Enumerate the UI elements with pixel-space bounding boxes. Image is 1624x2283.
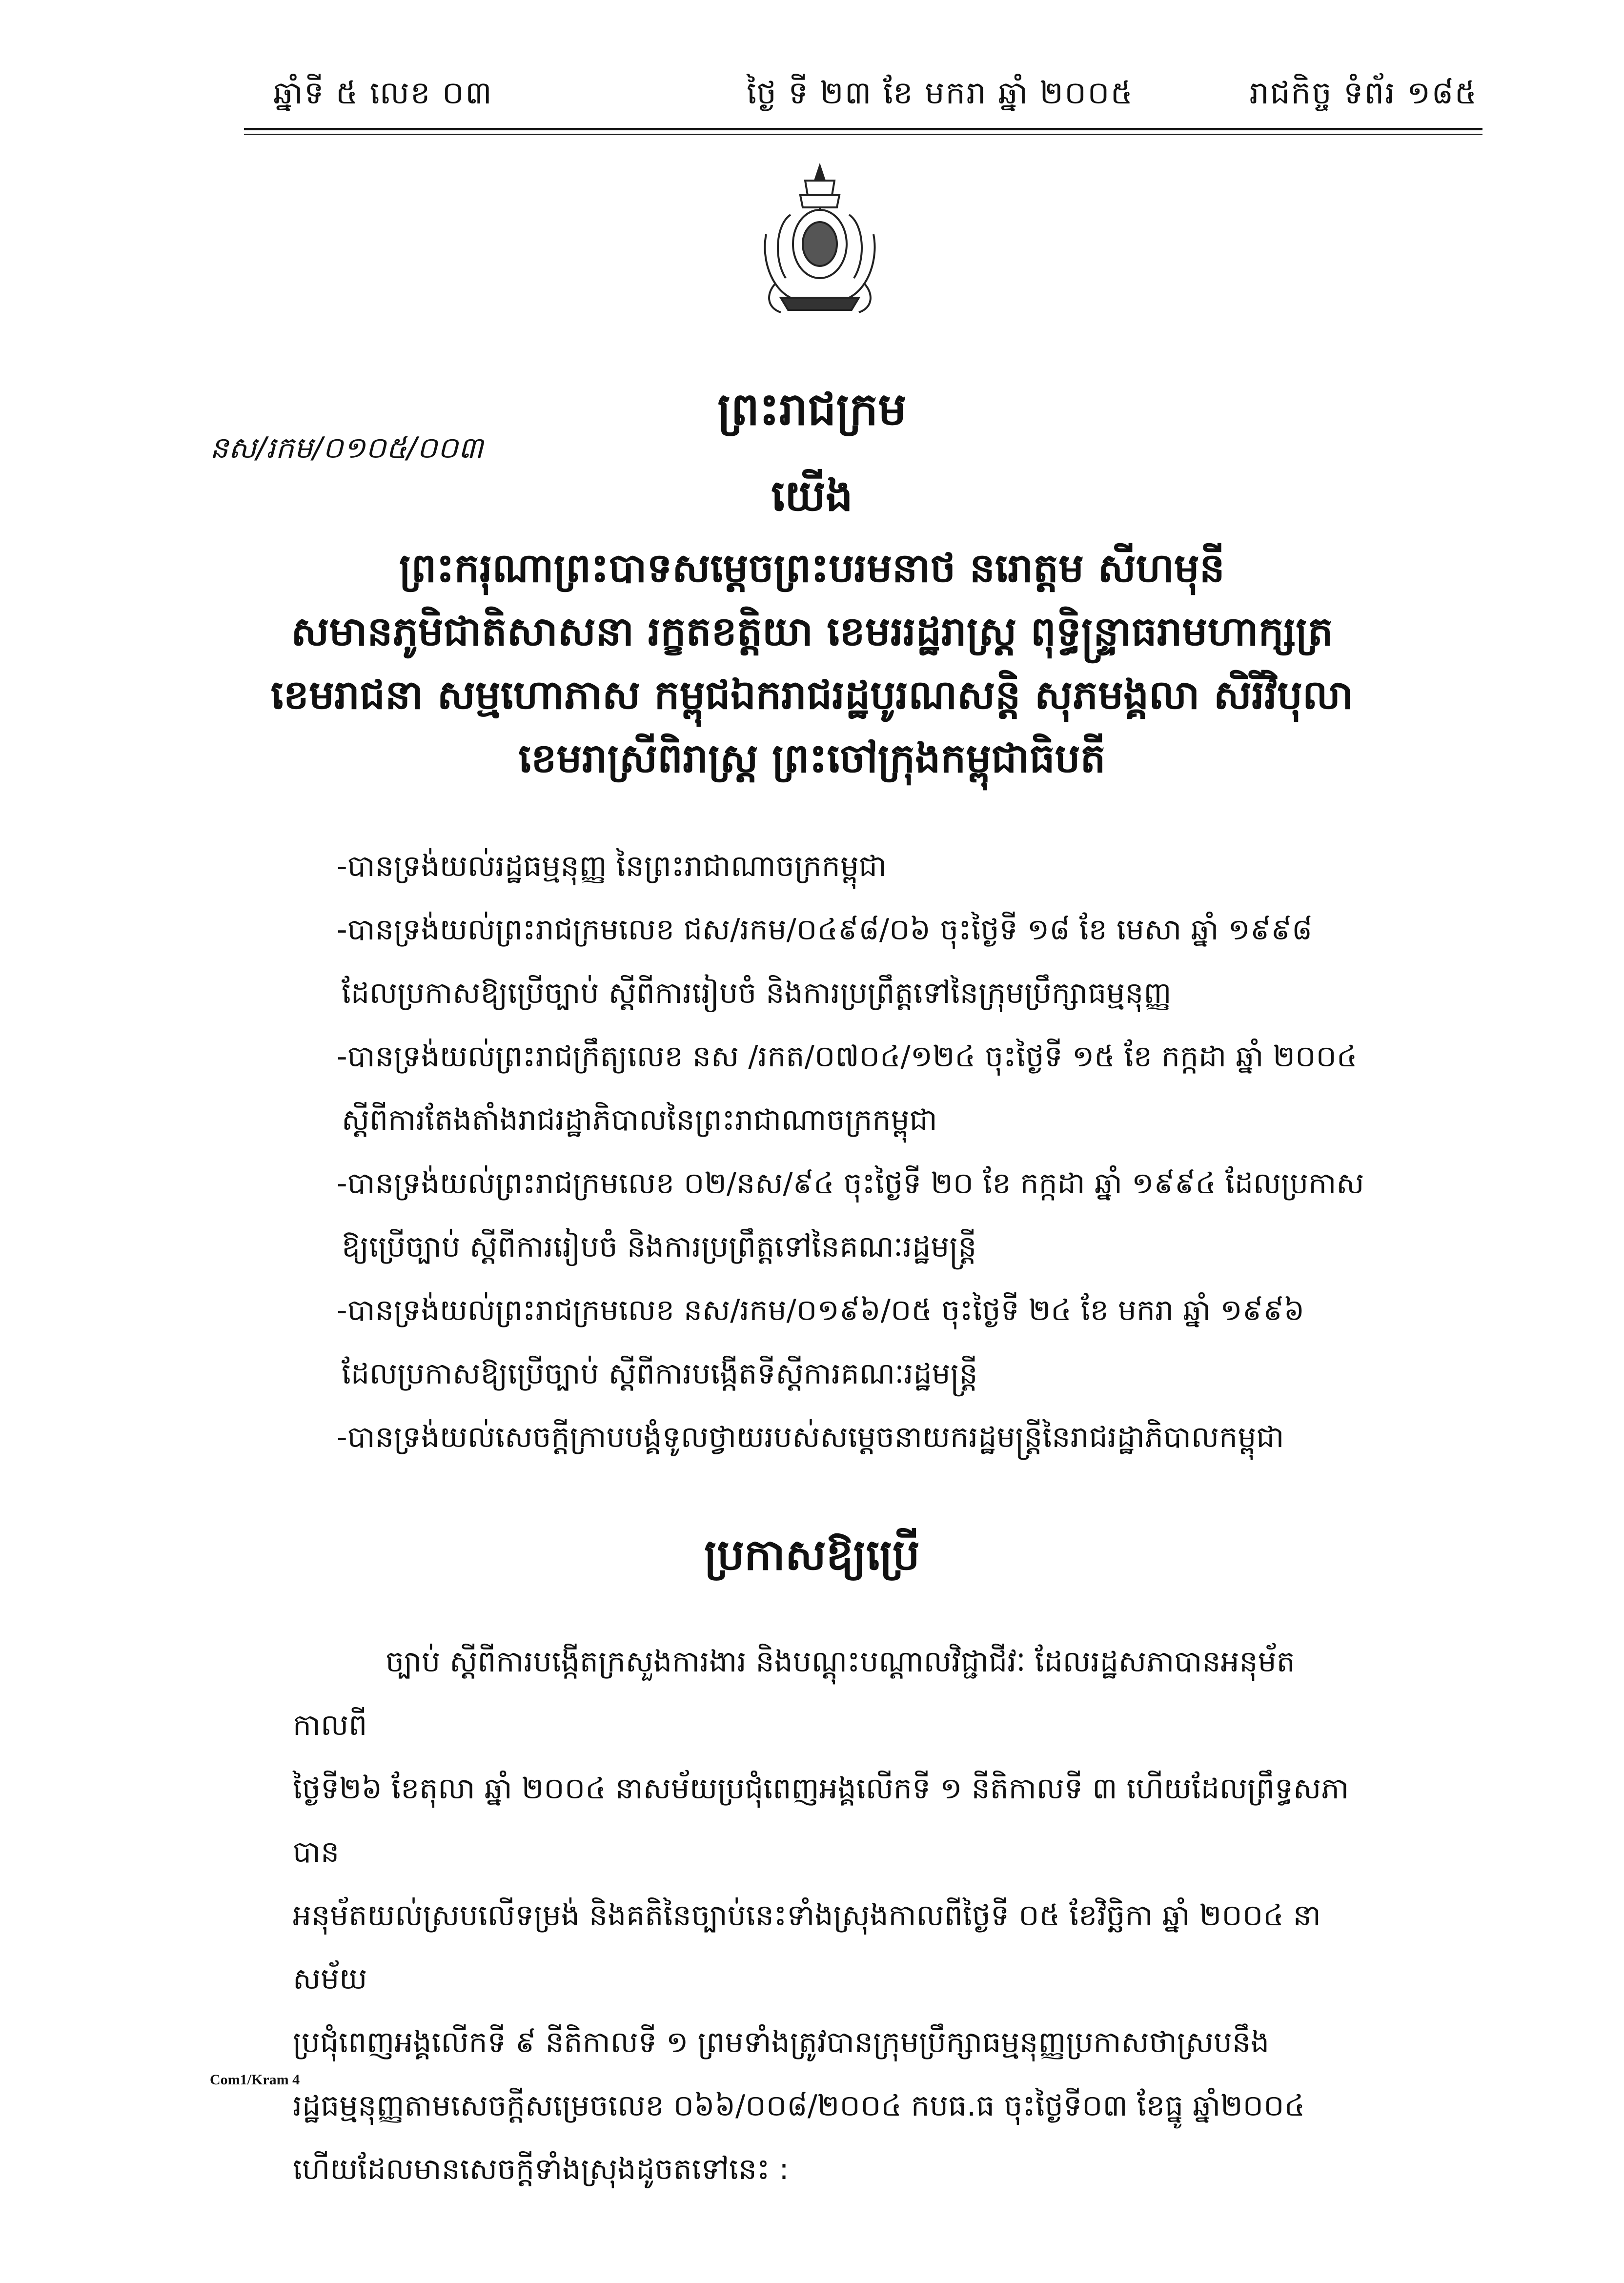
header-rule <box>244 128 1482 130</box>
king-title-block <box>0 537 1624 791</box>
body-line: ប្រជុំពេញអង្គលើកទី ៩ នីតិកាលទី ១ ព្រមទាំងត្រូវបានក្រុមប្រឹក្សាធម្មនុញ្ញប្រកាសថាស្របនឹង <box>293 2025 1270 2059</box>
king-title-line: ខេមរាជនា សម្មហោភាស កម្ពុជឯករាជរដ្ឋបូរណសន្តិ សុភមង្គលា សិរីវិបុលា <box>270 672 1354 718</box>
we-heading: យើង <box>771 470 853 521</box>
body-line: ច្បាប់ ស្តីពីការបង្កើតក្រសួងការងារ និងបណ្តុះបណ្តាលវិជ្ជាជីវៈ ដែលរដ្ឋសភាបានអនុម័តកាលពី <box>293 1645 1295 1742</box>
body-paragraph <box>293 1630 1366 2201</box>
king-title-line: ព្រះករុណាព្រះបាទសម្តេចព្រះបរមនាថ នរោត្តម សីហមុនី <box>399 545 1225 591</box>
body-line: អនុម័តយល់ស្របលើទម្រង់ និងគតិនៃច្បាប់នេះទាំងស្រុងកាលពីថ្ងៃទី ០៥ ខែវិច្ឆិកា ឆ្នាំ ២០០៤ នាសម័យ <box>293 1898 1321 1996</box>
body-line: រដ្ឋធម្មនុញ្ញតាមសេចក្តីសម្រេចលេខ ០៦៦/០០៨/២០០៤ កបធ.ធ ចុះថ្ងៃទី០៣ ខែធ្នូ ឆ្នាំ២០០៤ <box>293 2089 1305 2123</box>
body-line: ហើយដែលមានសេចក្តីទាំងស្រុងដូចតទៅនេះ : <box>293 2152 789 2186</box>
reference-line-continuation: ដែលប្រកាសឱ្យប្រើច្បាប់ ស្តីពីការបង្កើតទីស្តីការគណៈរដ្ឋមន្ត្រី <box>342 1357 978 1391</box>
reference-line-continuation: ដែលប្រកាសឱ្យប្រើច្បាប់ ស្តីពីការរៀបចំ និងការប្រព្រឹត្តទៅនៃក្រុមប្រឹក្សាធម្មនុញ្ញ <box>342 976 1172 1010</box>
legal-references-list <box>337 835 1410 1469</box>
royal-coat-of-arms-emblem <box>747 161 893 322</box>
reference-line-continuation: ឱ្យប្រើច្បាប់ ស្តីពីការរៀបចំ និងការប្រព្រឹត្តទៅនៃគណៈរដ្ឋមន្ត្រី <box>342 1230 977 1264</box>
reference-line-continuation: ស្តីពីការតែងតាំងរាជរដ្ឋាភិបាលនៃព្រះរាជាណាចក្រកម្ពុជា <box>342 1103 937 1137</box>
king-title-line: សមានភូមិជាតិសាសនា រក្ខតខត្តិយា ខេមររដ្ឋរាស្ត្រ ពុទ្ធិន្ទ្រាធរាមហាក្សត្រ <box>291 609 1333 655</box>
reference-line: -បានទ្រង់យល់សេចក្តីក្រាបបង្គំទូលថ្វាយរបស់សម្តេចនាយករដ្ឋមន្ត្រីនៃរាជរដ្ឋាភិបាលកម្ពុជា <box>337 1420 1284 1454</box>
reference-line: -បានទ្រង់យល់ព្រះរាជក្រមលេខ នស/រកម/០១៩៦/០៥ ចុះថ្ងៃទី ២៤ ខែ មករា ឆ្នាំ ១៩៩៦ <box>337 1293 1305 1327</box>
gazette-year-issue: ឆ្នាំទី ៥ លេខ ០៣ <box>273 75 493 111</box>
reference-item <box>337 898 1410 1025</box>
header-rule-thin <box>244 134 1482 135</box>
reference-line: -បានទ្រង់យល់ព្រះរាជក្រមលេខ ជស/រកម/០៤៩៨/០៦ ចុះថ្ងៃទី ១៨ ខែ មេសា ឆ្នាំ ១៩៩៨ <box>337 913 1313 947</box>
reference-line: -បានទ្រង់យល់ព្រះរាជក្រឹត្យលេខ នស /រកត/០៧០៤/១២៤ ចុះថ្ងៃទី ១៥ ខែ កក្កដា ឆ្នាំ ២០០៤ <box>337 1040 1358 1074</box>
gazette-date: ថ្ងៃ ទី ២៣ ខែ មករា ឆ្នាំ ២០០៥ <box>747 75 1134 111</box>
reference-item <box>337 1406 1410 1469</box>
reference-item <box>337 1025 1410 1152</box>
reference-line: -បានទ្រង់យល់រដ្ឋធម្មនុញ្ញ នៃព្រះរាជាណាចក្រកម្ពុជា <box>337 849 887 883</box>
king-title-line: ខេមរាស្រីពិរាស្ត្រ ព្រះចៅក្រុងកម្ពុជាធិបតី <box>518 735 1106 782</box>
footer-code: Com1/Kram 4 <box>210 2072 300 2088</box>
body-line: ថ្ងៃទី២៦ ខែតុលា ឆ្នាំ ២០០៤ នាសម័យប្រជុំពេញអង្គលើកទី ១ នីតិកាលទី ៣ ហើយដែលព្រឹទ្ធសភាបាន <box>293 1772 1349 1869</box>
document-title: ព្រះរាជក្រម <box>717 383 907 435</box>
reference-line: -បានទ្រង់យល់ព្រះរាជក្រមលេខ ០២/នស/៩៤ ចុះថ្ងៃទី ២០ ខែ កក្កដា ឆ្នាំ ១៩៩៤ ដែលប្រកាស <box>337 1166 1364 1201</box>
proclaim-heading: ប្រកាសឱ្យប្រើ <box>704 1529 920 1580</box>
reference-item <box>337 835 1410 898</box>
reference-number: នស/រកម/០១០៥/០០៣ <box>210 431 484 465</box>
reference-item <box>337 1279 1410 1406</box>
gazette-page-number: រាជកិច្ច ទំព័រ ១៨៥ <box>1249 75 1478 111</box>
reference-item <box>337 1152 1410 1279</box>
